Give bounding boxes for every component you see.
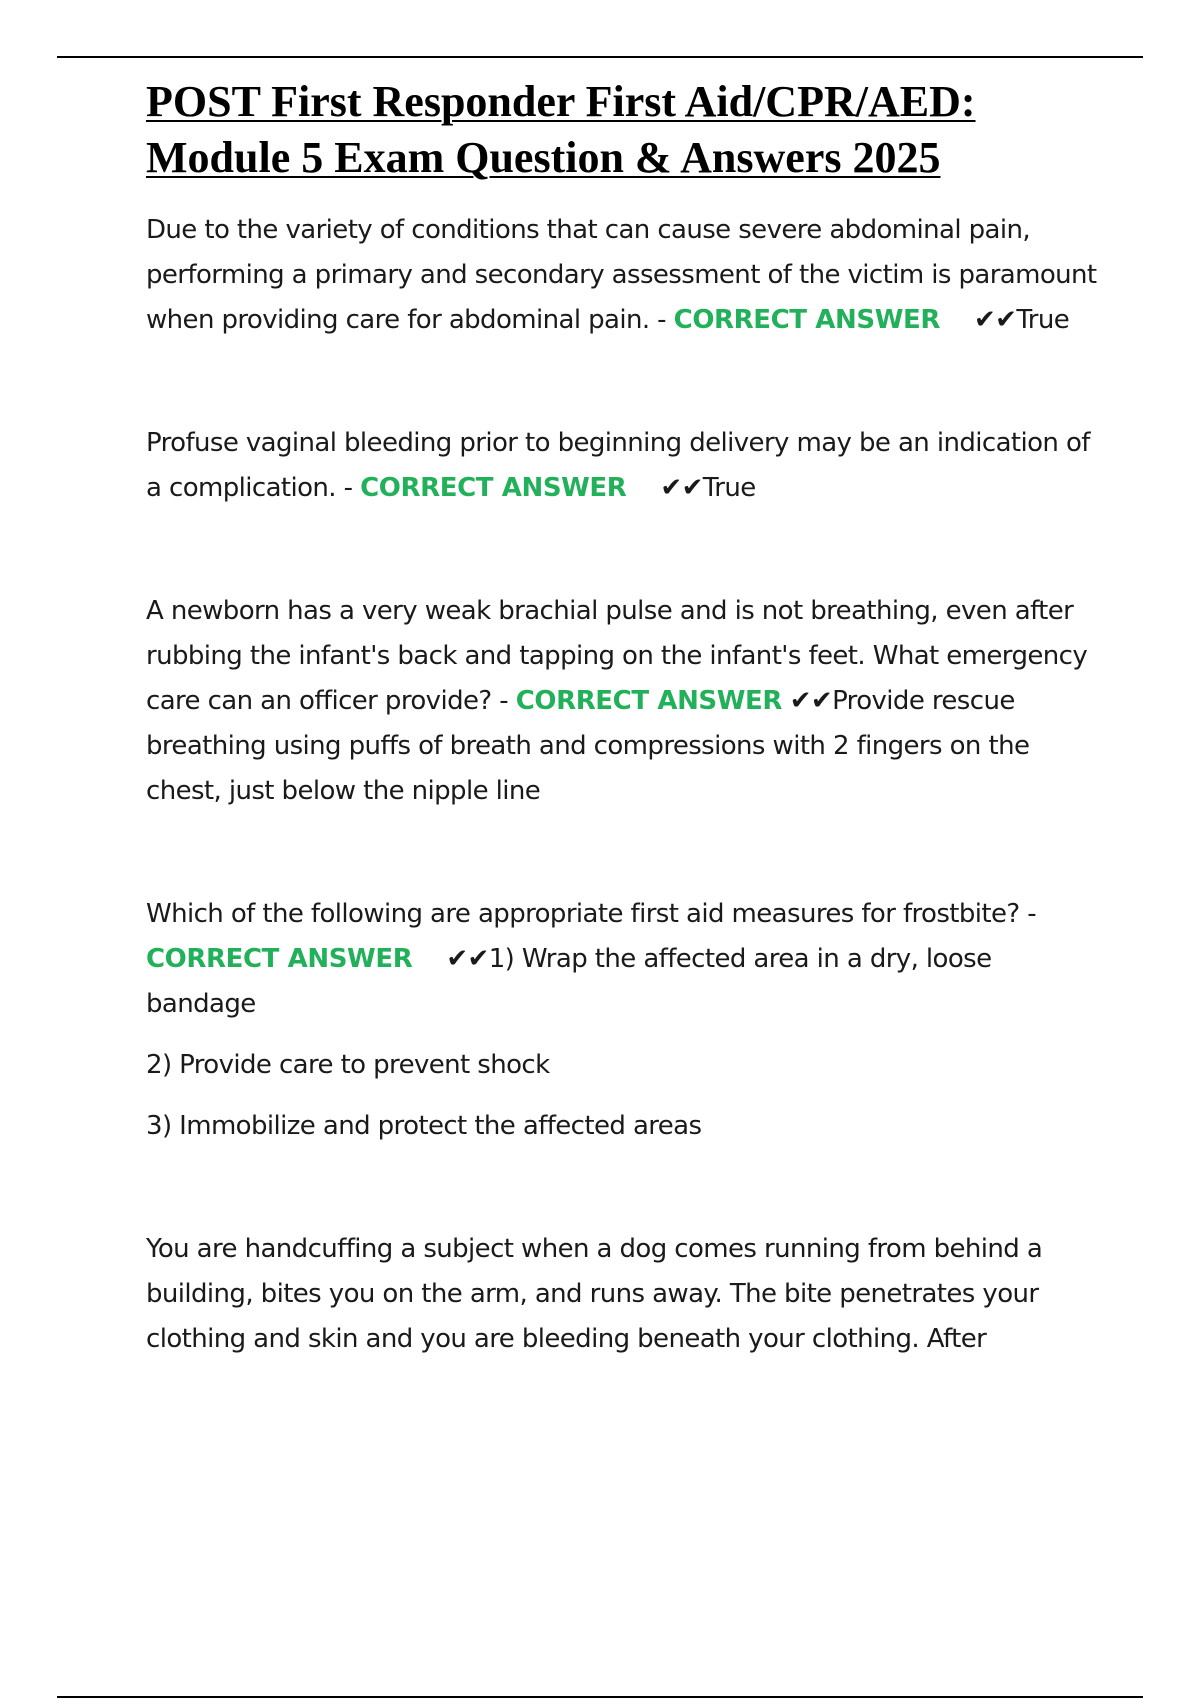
- answer-text: True: [702, 473, 756, 503]
- question-text: A newborn has a very weak brachial pulse and is not breathing, even after rubbing the infant's back and tapping on the infant's feet. What emergency care can an officer provide? -: [146, 596, 1088, 716]
- document-content: [146, 74, 1106, 1362]
- qa-paragraph: [146, 208, 1106, 343]
- answer-text: 1) Wrap the affected area in a dry, loose bandage: [146, 944, 992, 1019]
- check-marks: ✔✔: [660, 473, 703, 503]
- answer-line: 3) Immobilize and protect the affected areas: [146, 1111, 702, 1141]
- title-line-1: POST First Responder First Aid/CPR/AED:: [146, 77, 976, 126]
- check-marks: ✔✔: [446, 944, 489, 974]
- question-text: Due to the variety of conditions that can cause severe abdominal pain, performing a primary and secondary assessment of the victim is paramount when providing care for abdominal pain. -: [146, 215, 1097, 335]
- bottom-rule: [57, 1696, 1143, 1698]
- qa-item-3: [146, 589, 1106, 814]
- top-rule: [57, 56, 1143, 58]
- answer-text: True: [1016, 305, 1070, 335]
- question-text: Which of the following are appropriate first aid measures for frostbite? -: [146, 899, 1037, 929]
- question-text: You are handcuffing a subject when a dog comes running from behind a building, bites you on the arm, and runs away. The bite penetrates your clothing and skin and you are bleeding beneath your clothing. After: [146, 1234, 1043, 1354]
- qa-item-4: [146, 892, 1106, 1149]
- qa-paragraph: [146, 421, 1106, 511]
- qa-item-2: [146, 421, 1106, 511]
- qa-paragraph: [146, 589, 1106, 814]
- check-marks: ✔✔: [973, 305, 1017, 335]
- qa-paragraph: [146, 1227, 1106, 1362]
- document-title: [146, 74, 1106, 186]
- correct-answer-label: CORRECT ANSWER: [360, 473, 627, 503]
- correct-answer-label: CORRECT ANSWER: [146, 944, 413, 974]
- qa-item-5: [146, 1227, 1106, 1362]
- qa-item-1: [146, 208, 1106, 343]
- qa-paragraph: [146, 892, 1106, 1027]
- answer-line: 2) Provide care to prevent shock: [146, 1050, 550, 1080]
- title-line-2: Module 5 Exam Question & Answers 2025: [146, 133, 941, 182]
- correct-answer-label: CORRECT ANSWER: [673, 305, 940, 335]
- question-text: Profuse vaginal bleeding prior to beginning delivery may be an indication of a complication. -: [146, 428, 1090, 503]
- correct-answer-label: CORRECT ANSWER: [515, 686, 783, 716]
- answer-text: Provide rescue breathing using puffs of breath and compressions with 2 fingers on the chest, just below the nipple line: [146, 686, 1030, 806]
- check-marks: ✔✔: [789, 686, 833, 716]
